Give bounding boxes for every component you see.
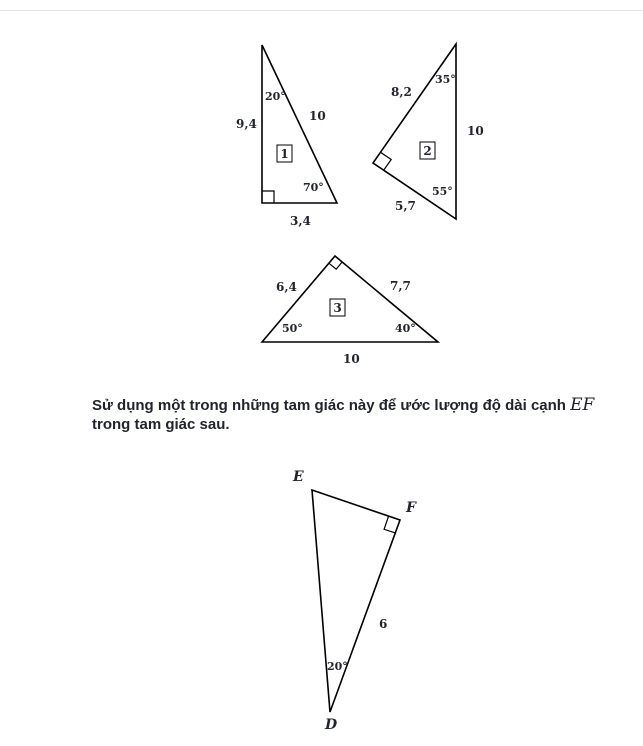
triangle-1-angle-bottom: 70° — [303, 181, 324, 194]
triangle-1-right-angle-mark — [262, 191, 274, 203]
question-text-after: trong tam giác sau. — [92, 416, 230, 433]
triangle-1-shape — [262, 45, 337, 203]
triangle-3-side-bottom: 10 — [343, 352, 360, 366]
triangle-1-side-bottom: 3,4 — [290, 214, 311, 228]
question-math-ef: EF — [570, 395, 595, 415]
vertex-f-label: F — [406, 500, 416, 516]
triangle-3-angle-right: 40° — [395, 322, 416, 335]
triangle-2-right-angle-mark — [381, 152, 392, 170]
triangle-2-angle-top: 35° — [435, 73, 456, 86]
triangle-def-shape — [312, 490, 400, 712]
question-text — [92, 396, 612, 434]
triangle-2-side-right: 10 — [467, 124, 484, 138]
triangle-1-side-hyp: 10 — [309, 109, 326, 123]
triangle-1 — [236, 45, 337, 228]
triangle-2-side-upper: 8,2 — [391, 85, 412, 99]
triangle-3-badge: 3 — [333, 301, 342, 315]
triangle-3-side-right: 7,7 — [390, 279, 411, 293]
triangle-2-side-lower: 5,7 — [395, 199, 416, 213]
triangle-1-badge: 1 — [280, 147, 289, 161]
triangle-1-side-left: 9,4 — [236, 117, 257, 131]
triangle-3 — [262, 256, 438, 366]
triangle-2-angle-bottom: 55° — [432, 185, 453, 198]
side-df-label: 6 — [379, 617, 388, 631]
angle-d-label: 20° — [327, 660, 348, 673]
triangle-def — [292, 469, 417, 733]
triangle-2-badge: 2 — [423, 144, 432, 158]
triangle-3-right-angle-mark — [329, 262, 342, 269]
question-text-before: Sử dụng một trong những tam giác này để ước lượng độ dài cạnh — [92, 397, 571, 414]
vertex-d-label: D — [325, 717, 338, 733]
triangle-1-angle-top: 20° — [265, 90, 286, 103]
triangle-2 — [373, 44, 484, 219]
triangle-3-angle-left: 50° — [282, 322, 303, 335]
vertex-e-label: E — [293, 469, 304, 485]
triangle-3-side-left: 6,4 — [276, 280, 297, 294]
